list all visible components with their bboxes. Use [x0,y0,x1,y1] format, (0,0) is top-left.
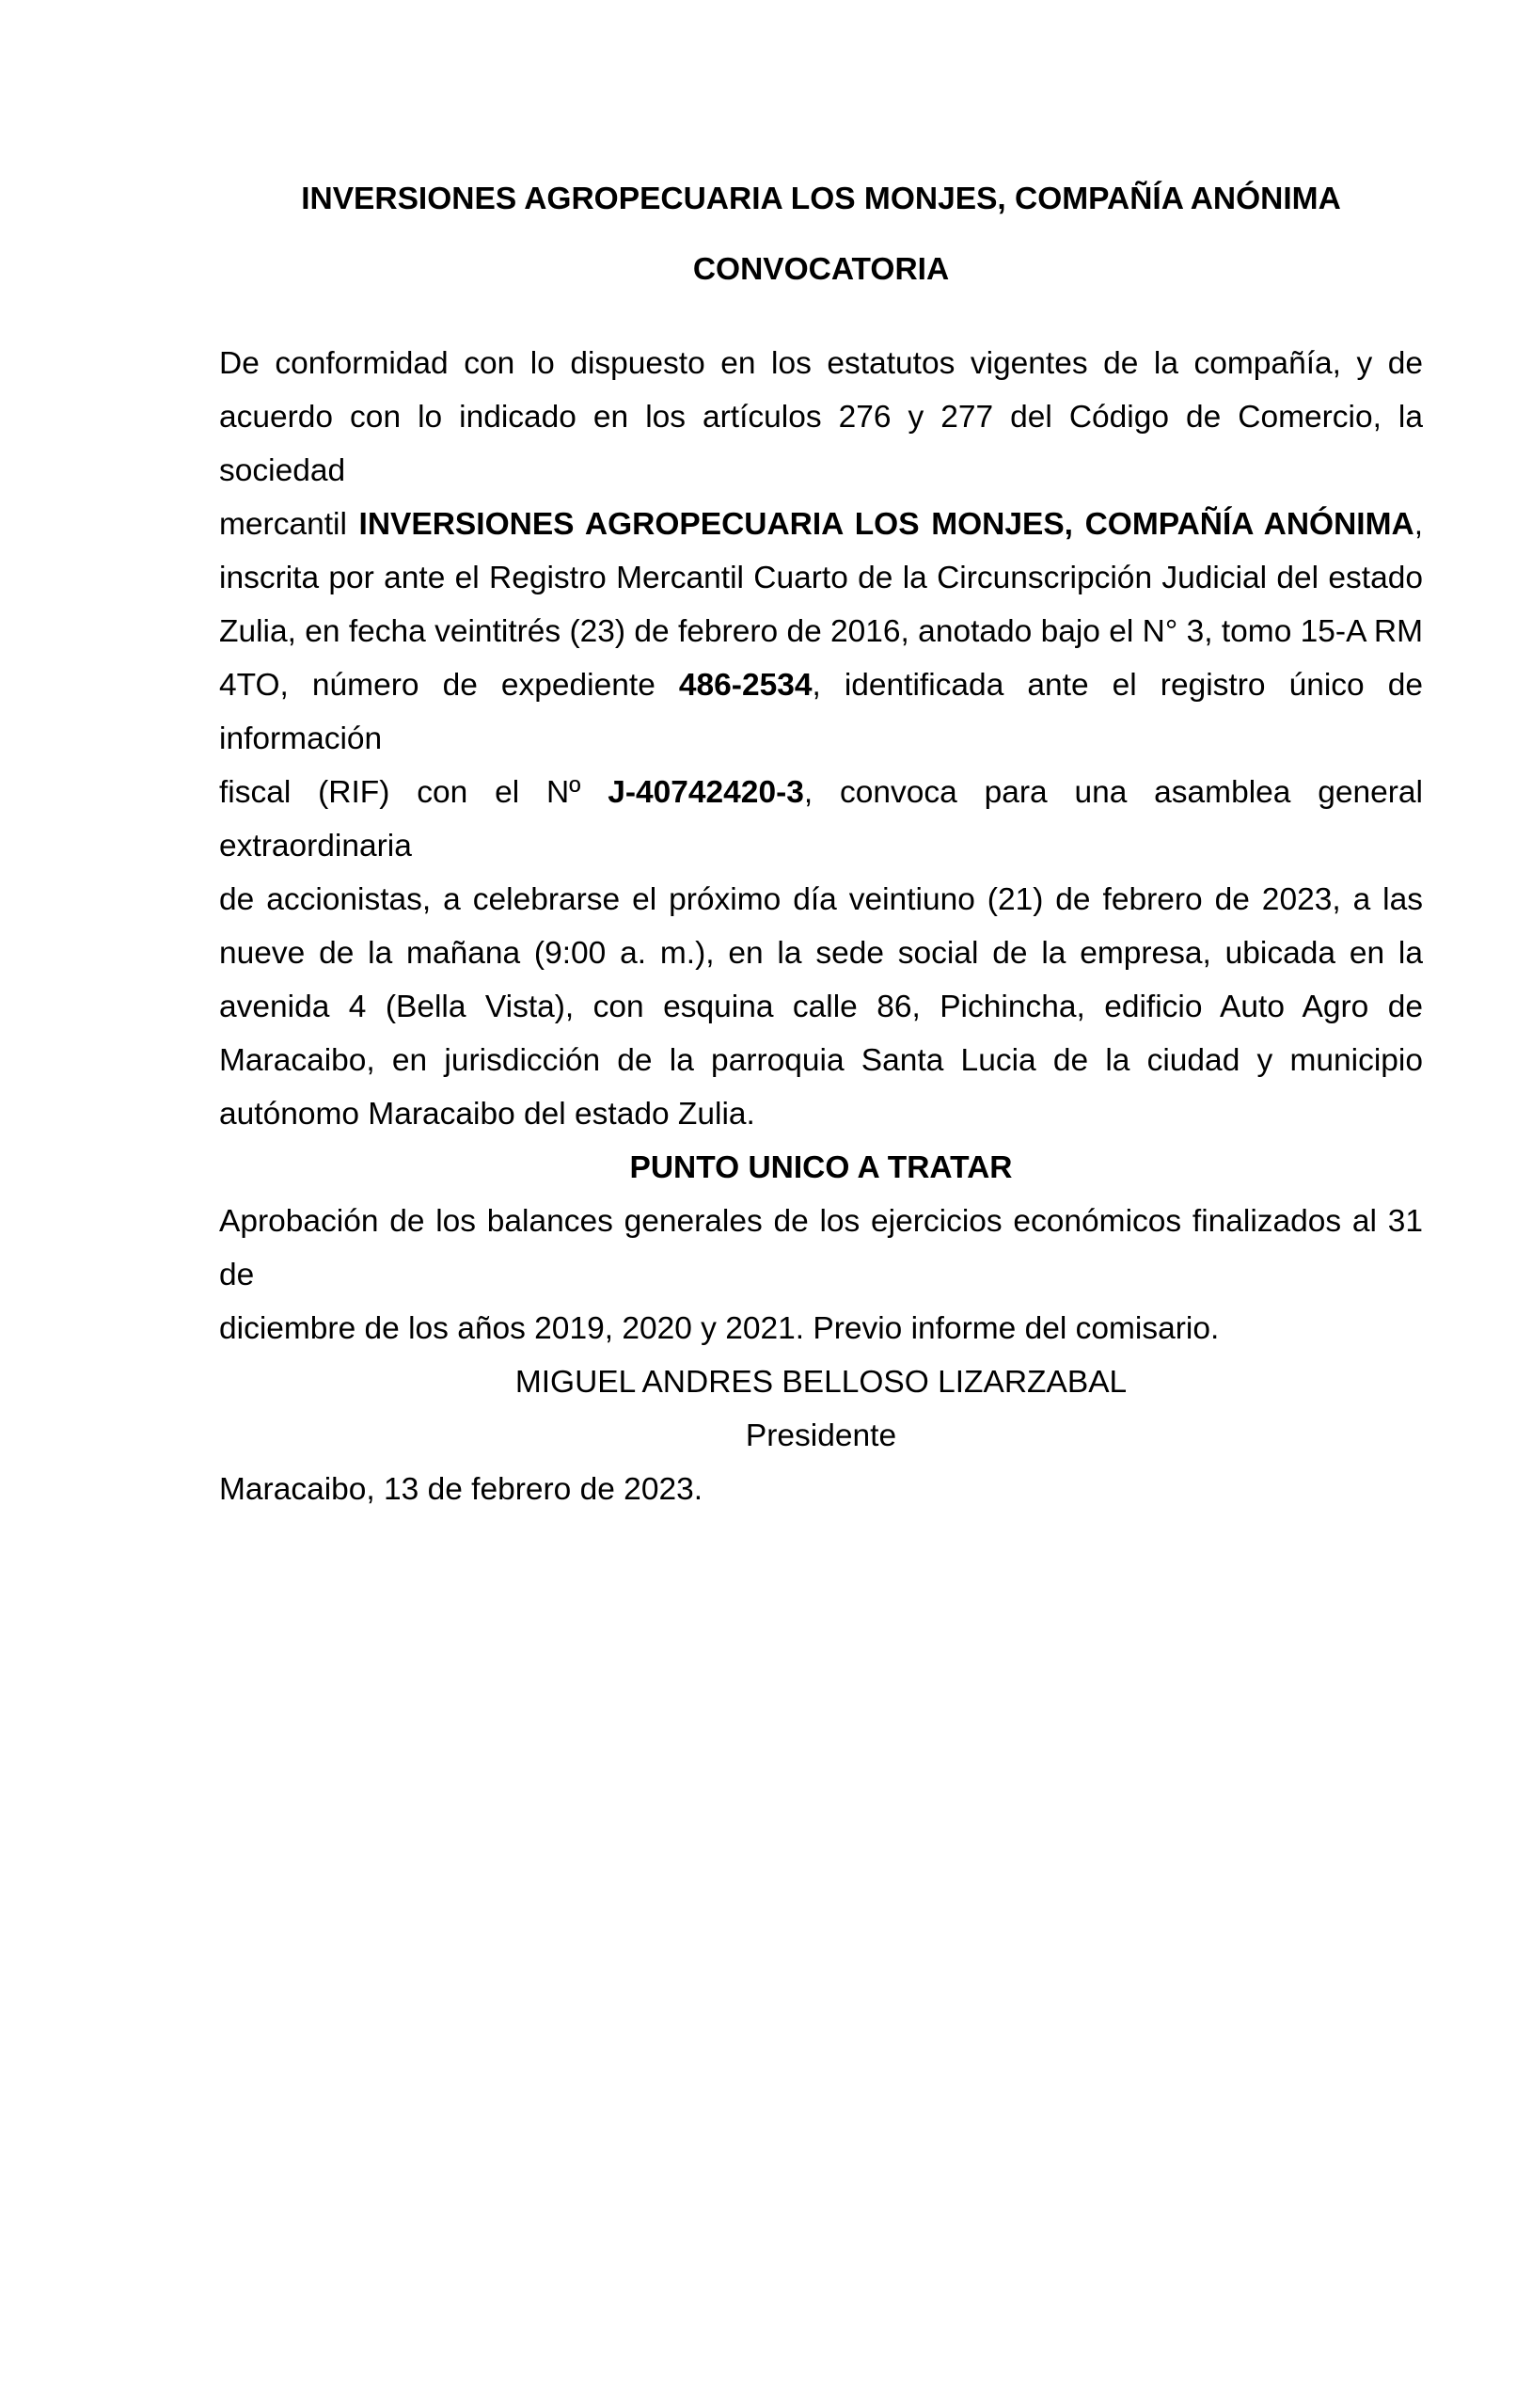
text-line [219,551,1423,605]
text-run: autónomo Maracaibo del estado Zulia. [219,1097,755,1132]
text-line [219,1034,1423,1087]
text-run: acuerdo con lo indicado en los artículos 276 y 277 del Código de Comercio, la sociedad [219,400,1423,488]
text-line [219,658,1423,766]
text-run: , [1414,507,1423,542]
signatory-name: MIGUEL ANDRES BELLOSO LIZARZABAL [514,1365,1128,1400]
notice-text-block [219,172,1423,1516]
text-run: Zulia, en fecha veintitrés (23) de febrero de 2016, anotado bajo el N° 3, tomo 15-A RM [219,614,1423,649]
text-line [219,605,1423,658]
text-run: fiscal (RIF) con el Nº [219,775,608,810]
notice-type-heading: CONVOCATORIA [692,252,950,287]
text-run: nueve de la mañana (9:00 a. m.), en la sede social de la empresa, ubicada en la [219,936,1423,971]
signatory-role: Presidente [745,1418,897,1453]
text-line [219,1087,1423,1141]
text-line [219,873,1423,927]
agenda-paragraph [219,1195,1423,1355]
text-line [219,1195,1423,1302]
text-line [219,766,1423,873]
bold-text-run: INVERSIONES AGROPECUARIA LOS MONJES, COMPAÑÍA ANÓNIMA [358,507,1414,542]
company-title: INVERSIONES AGROPECUARIA LOS MONJES, COMPAÑÍA ANÓNIMA [301,182,1341,216]
bold-text-run: 486-2534 [678,668,813,703]
text-line [219,927,1423,980]
text-line [219,498,1423,551]
text-run: diciembre de los años 2019, 2020 y 2021. Previo informe del comisario. [219,1311,1220,1346]
text-run: avenida 4 (Bella Vista), con esquina calle 86, Pichincha, edificio Auto Agro de [219,990,1423,1024]
text-run: 4TO, número de expediente [219,668,679,703]
text-run: , identificada ante el registro único de información [219,668,1423,756]
text-run: , convoca para una asamblea general extraordinaria [219,775,1423,863]
text-line [219,980,1423,1034]
dateline: Maracaibo, 13 de febrero de 2023. [219,1472,703,1507]
text-run: de accionistas, a celebrarse el próximo día veintiuno (21) de febrero de 2023, a las [219,882,1423,917]
text-line [219,1302,1423,1355]
text-run: mercantil [219,507,359,542]
agenda-heading: PUNTO UNICO A TRATAR [629,1150,1013,1185]
text-run: Aprobación de los balances generales de los ejercicios económicos finalizados al 31 de [219,1204,1423,1292]
text-line [219,337,1423,390]
body-paragraph [219,337,1423,1141]
text-run: inscrita por ante el Registro Mercantil Cuarto de la Circunscripción Judicial del estado [219,561,1423,595]
bold-text-run: J-40742420-3 [608,775,804,810]
text-line [219,390,1423,498]
text-run: Maracaibo, en jurisdicción de la parroquia Santa Lucia de la ciudad y municipio [219,1043,1423,1078]
text-run: De conformidad con lo dispuesto en los estatutos vigentes de la compañía, y de [219,346,1423,381]
